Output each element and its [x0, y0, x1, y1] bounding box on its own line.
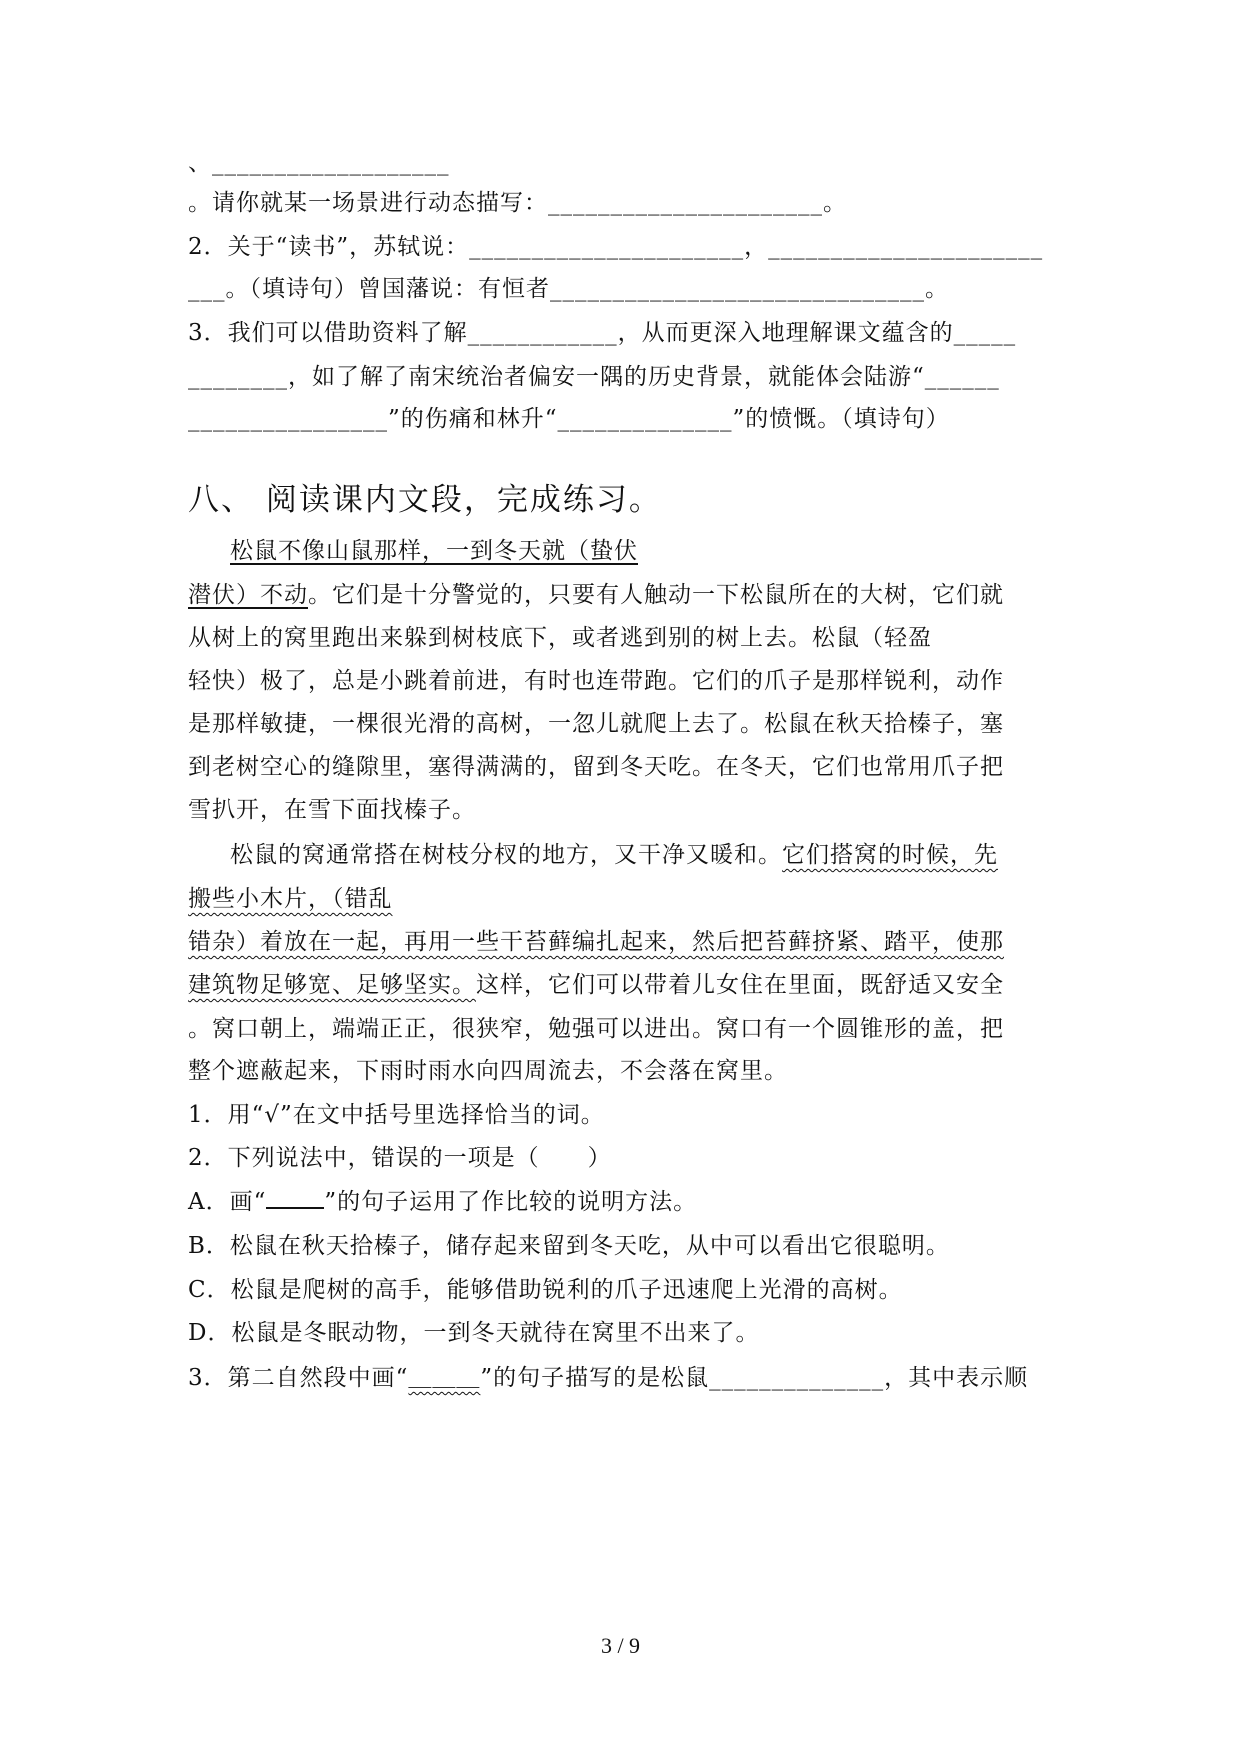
wavy-underlined-sentence: 它们搭窝的时候，先: [782, 842, 998, 868]
passage-p2-line-6: 整个遮蔽起来，下雨时雨水向四周流去，不会落在窝里。: [188, 1058, 788, 1084]
passage-p1-line-5: 是那样敏捷，一棵很光滑的高树，一忽儿就爬上去了。松鼠在秋天拾榛子，塞: [188, 711, 1004, 737]
exercise-question-3: 3．第二自然段中画“＿＿＿”的句子描写的是松鼠______________，其中表示顺: [188, 1365, 1029, 1391]
passage-p1-line-2: [188, 580, 1004, 610]
passage-text: 松鼠的窝通常搭在树枝分杈的地方，又干净又暖和。: [230, 842, 782, 868]
underlined-sentence-end: 潜伏）不动: [188, 582, 308, 608]
passage-text: 。它们是十分警觉的，只要有人触动一下松鼠所在的大树，它们就: [308, 582, 1004, 608]
passage-p2-line-3: [188, 927, 1004, 957]
page-number: 3 / 9: [600, 1633, 641, 1658]
wavy-underlined-sentence-end: 建筑物足够宽、足够坚实。: [188, 972, 476, 998]
option-c: C．松鼠是爬树的高手，能够借助锐利的爪子迅速爬上光滑的高树。: [188, 1277, 903, 1303]
option-d: D．松鼠是冬眠动物，一到冬天就待在窝里不出来了。: [188, 1320, 760, 1346]
exercise-question-1: 1．用“√”在文中括号里选择恰当的词。: [188, 1102, 605, 1128]
wavy-underlined-sentence: 错杂）着放在一起，再用一些干苔藓编扎起来，然后把苔藓挤紧、踏平，使那: [188, 929, 1004, 955]
question-2-line-2: ___。（填诗句）曾国藩说：有恒者______________________________。: [188, 276, 949, 302]
option-b: B．松鼠在秋天拾榛子，储存起来留到冬天吃，从中可以看出它很聪明。: [188, 1233, 950, 1259]
underlined-sentence: 松鼠不像山鼠那样，一到冬天就（蛰伏: [230, 538, 638, 564]
dynamic-description-question: 。请你就某一场景进行动态描写：______________________。: [188, 190, 847, 216]
option-a: A．画“ ”的句子运用了作比较的说明方法。: [188, 1189, 698, 1215]
passage-p2-line-4: [188, 970, 1004, 1000]
blank-line-continuation: 、___________________: [188, 150, 450, 176]
question-3-line-2: ________，如了解了南宋统治者偏安一隅的历史背景，就能体会陆游“______: [188, 364, 1000, 390]
wavy-underlined-sentence: 搬些小木片，（错乱: [188, 886, 393, 912]
straight-underline-sample: [266, 1189, 324, 1209]
section-8-heading: 八、 阅读课内文段，完成练习。: [188, 482, 662, 518]
passage-p1-line-4: 轻快）极了，总是小跳着前进，有时也连带跑。它们的爪子是那样锐利，动作: [188, 668, 1004, 694]
exercise-question-2: 2．下列说法中，错误的一项是（ ）: [188, 1145, 612, 1171]
question-3-line-1: 3．我们可以借助资料了解____________，从而更深入地理解课文蕴含的_____: [188, 320, 1017, 346]
passage-p2-line-1: [230, 840, 998, 870]
question-2-line-1: 2．关于“读书”，苏轼说：______________________，______________________: [188, 234, 1044, 260]
wavy-underline-sample: ＿＿＿: [408, 1365, 481, 1391]
passage-p2-line-5: 。窝口朝上，端端正正，很狭窄，勉强可以进出。窝口有一个圆锥形的盖，把: [188, 1016, 1004, 1042]
passage-p1-line-7: 雪扒开，在雪下面找榛子。: [188, 797, 476, 823]
passage-p1-line-3: 从树上的窝里跑出来躲到树枝底下，或者逃到别的树上去。松鼠（轻盈: [188, 625, 932, 651]
passage-p1-line-1: [230, 536, 638, 566]
passage-text: 这样，它们可以带着儿女住在里面，既舒适又安全: [476, 972, 1004, 998]
question-3-line-3: ________________”的伤痛和林升“______________”的愤慨。（填诗句）: [188, 406, 950, 432]
passage-p2-line-2: [188, 884, 393, 914]
passage-p1-line-6: 到老树空心的缝隙里，塞得满满的，留到冬天吃。在冬天，它们也常用爪子把: [188, 754, 1004, 780]
